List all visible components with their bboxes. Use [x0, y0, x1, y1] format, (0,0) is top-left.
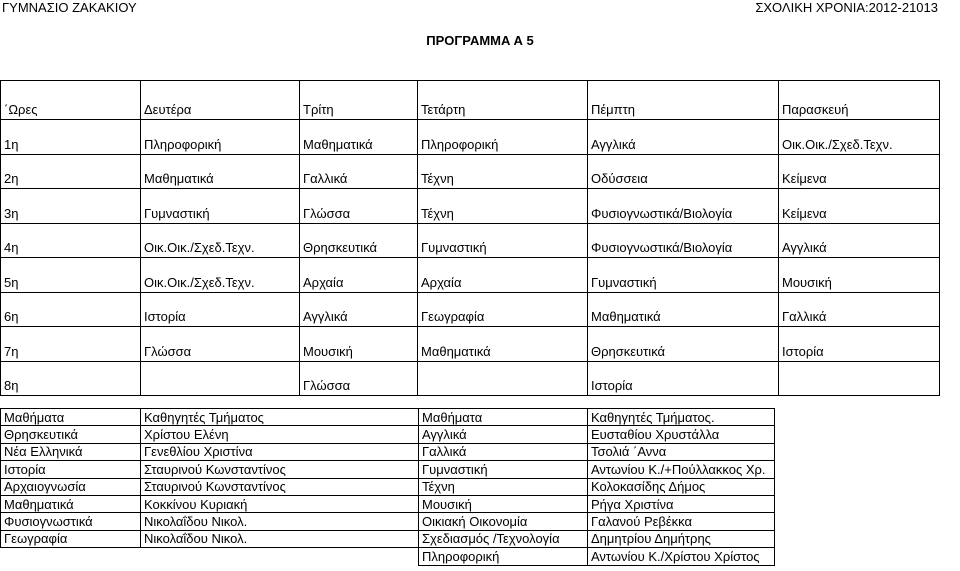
teacher-cell: Κοκκίνου Κυριακή: [141, 495, 419, 512]
schedule-header-cell: Τετάρτη: [418, 81, 588, 120]
lesson-cell: Γλώσσα: [141, 327, 300, 362]
lesson-cell: Μαθηματικά: [588, 292, 779, 327]
period-label: 1η: [1, 120, 141, 155]
period-label: 7η: [1, 327, 141, 362]
lesson-cell: Αρχαία: [300, 258, 418, 293]
lesson-cell: Ιστορία: [141, 292, 300, 327]
schedule-row: [1, 258, 940, 293]
teachers-header-cell: Καθηγητές Τμήματος: [141, 409, 419, 426]
lesson-cell: Θρησκευτικά: [588, 327, 779, 362]
teachers-header-cell: Καθηγητές Τμήματος.: [588, 409, 775, 426]
schedule-header-cell: Τρίτη: [300, 81, 418, 120]
lesson-cell: Κείμενα: [779, 189, 940, 224]
subject-cell: Μαθηματικά: [1, 495, 141, 512]
lesson-cell: Πληροφορική: [141, 120, 300, 155]
lesson-cell: Ιστορία: [779, 327, 940, 362]
teacher-cell: [141, 548, 419, 565]
teachers-row: [1, 530, 775, 547]
teacher-cell: Αντωνίου Κ./Χρίστου Χρίστος: [588, 548, 775, 565]
subject-cell: Θρησκευτικά: [1, 426, 141, 443]
teacher-cell: Νικολαΐδου Νικολ.: [141, 513, 419, 530]
lesson-cell: Μαθηματικά: [141, 154, 300, 189]
lesson-cell: Μουσική: [300, 327, 418, 362]
schedule-header-row: [1, 81, 940, 120]
teachers-header-cell: Μαθήματα: [419, 409, 588, 426]
teachers-row: [1, 443, 775, 460]
teacher-cell: Χρίστου Ελένη: [141, 426, 419, 443]
lesson-cell: Γυμναστική: [418, 223, 588, 258]
schedule-row: [1, 154, 940, 189]
teacher-cell: Δημητρίου Δημήτρης: [588, 530, 775, 547]
subject-cell: Γαλλικά: [419, 443, 588, 460]
teacher-cell: Σταυρινού Κωνσταντίνος: [141, 461, 419, 478]
teachers-row: [1, 495, 775, 512]
teacher-cell: Γενεθλίου Χριστίνα: [141, 443, 419, 460]
lesson-cell: [418, 361, 588, 396]
teachers-header-cell: Μαθήματα: [1, 409, 141, 426]
schedule-row: [1, 189, 940, 224]
lesson-cell: Μουσική: [779, 258, 940, 293]
subject-cell: Νέα Ελληνικά: [1, 443, 141, 460]
school-year: ΣΧΟΛΙΚΗ ΧΡΟΝΙΑ:2012-21013: [755, 0, 938, 15]
schedule-header-cell: Δευτέρα: [141, 81, 300, 120]
subject-cell: Ιστορία: [1, 461, 141, 478]
lesson-cell: Γυμναστική: [141, 189, 300, 224]
subject-cell: Μουσική: [419, 495, 588, 512]
subject-cell: Αρχαιογνωσία: [1, 478, 141, 495]
teacher-cell: Γαλανού Ρεβέκκα: [588, 513, 775, 530]
schedule-row: [1, 292, 940, 327]
lesson-cell: Μαθηματικά: [300, 120, 418, 155]
lesson-cell: Γαλλικά: [300, 154, 418, 189]
lesson-cell: Γλώσσα: [300, 361, 418, 396]
lesson-cell: Κείμενα: [779, 154, 940, 189]
schedule-row: [1, 120, 940, 155]
schedule-row: [1, 361, 940, 396]
lesson-cell: Ιστορία: [588, 361, 779, 396]
lesson-cell: Γαλλικά: [779, 292, 940, 327]
schedule-table: [0, 80, 940, 396]
subject-cell: Πληροφορική: [419, 548, 588, 565]
teacher-cell: Ευσταθίου Χρυστάλλα: [588, 426, 775, 443]
teachers-row: [1, 513, 775, 530]
subject-cell: Γυμναστική: [419, 461, 588, 478]
schedule-row: [1, 327, 940, 362]
teachers-row: [1, 426, 775, 443]
teacher-cell: Νικολαΐδου Νικολ.: [141, 530, 419, 547]
subject-cell: Αγγλικά: [419, 426, 588, 443]
lesson-cell: [141, 361, 300, 396]
lesson-cell: Τέχνη: [418, 189, 588, 224]
teachers-row: [1, 478, 775, 495]
lesson-cell: Φυσιογνωστικά/Βιολογία: [588, 189, 779, 224]
lesson-cell: Οικ.Οικ./Σχεδ.Τεχν.: [141, 223, 300, 258]
period-label: 8η: [1, 361, 141, 396]
lesson-cell: Οικ.Οικ./Σχεδ.Τεχν.: [779, 120, 940, 155]
subject-cell: Φυσιογνωστικά: [1, 513, 141, 530]
lesson-cell: Γλώσσα: [300, 189, 418, 224]
lesson-cell: Μαθηματικά: [418, 327, 588, 362]
teachers-table: [0, 408, 775, 566]
lesson-cell: Οδύσσεια: [588, 154, 779, 189]
teacher-cell: Κολοκασίδης Δήμος: [588, 478, 775, 495]
schedule-header-cell: ΄Ωρες: [1, 81, 141, 120]
lesson-cell: Γεωγραφία: [418, 292, 588, 327]
subject-cell: Οικιακή Οικονομία: [419, 513, 588, 530]
lesson-cell: [779, 361, 940, 396]
page-title: ΠΡΟΓΡΑΜΜΑ Α 5: [426, 33, 534, 48]
lesson-cell: Πληροφορική: [418, 120, 588, 155]
lesson-cell: Θρησκευτικά: [300, 223, 418, 258]
lesson-cell: Τέχνη: [418, 154, 588, 189]
schedule-header-cell: Πέμπτη: [588, 81, 779, 120]
teacher-cell: Ρήγα Χριστίνα: [588, 495, 775, 512]
teacher-cell: Αντωνίου Κ./+Πούλλακκος Χρ.: [588, 461, 775, 478]
lesson-cell: Αρχαία: [418, 258, 588, 293]
lesson-cell: Οικ.Οικ./Σχεδ.Τεχν.: [141, 258, 300, 293]
lesson-cell: Φυσιογνωστικά/Βιολογία: [588, 223, 779, 258]
schedule-row: [1, 223, 940, 258]
teachers-row: [1, 461, 775, 478]
lesson-cell: Αγγλικά: [779, 223, 940, 258]
teachers-row: [1, 548, 775, 565]
subject-cell: Γεωγραφία: [1, 530, 141, 547]
lesson-cell: Αγγλικά: [588, 120, 779, 155]
school-name: ΓΥΜΝΑΣΙΟ ΖΑΚΑΚΙΟΥ: [2, 0, 137, 15]
lesson-cell: Γυμναστική: [588, 258, 779, 293]
teacher-cell: Σταυρινού Κωνσταντίνος: [141, 478, 419, 495]
period-label: 4η: [1, 223, 141, 258]
teachers-header-row: [1, 409, 775, 426]
schedule-header-cell: Παρασκευή: [779, 81, 940, 120]
period-label: 6η: [1, 292, 141, 327]
period-label: 5η: [1, 258, 141, 293]
lesson-cell: Αγγλικά: [300, 292, 418, 327]
period-label: 2η: [1, 154, 141, 189]
subject-cell: Σχεδιασμός /Τεχνολογία: [419, 530, 588, 547]
teacher-cell: Τσολιά ΄Αννα: [588, 443, 775, 460]
period-label: 3η: [1, 189, 141, 224]
subject-cell: [1, 548, 141, 565]
subject-cell: Τέχνη: [419, 478, 588, 495]
